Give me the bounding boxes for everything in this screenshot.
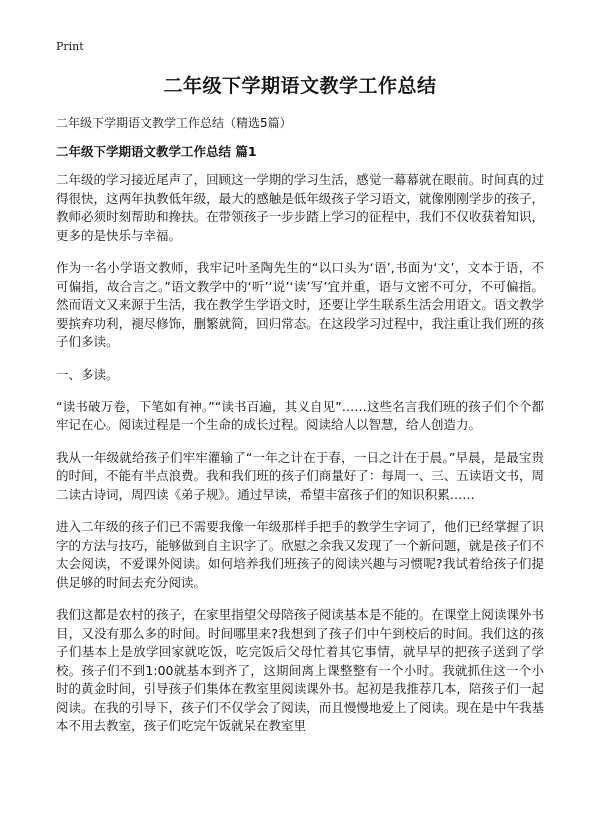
print-link[interactable]: Print [56,40,84,53]
document-subtitle: 二年级下学期语文教学工作总结（精选5篇） [56,116,292,130]
paragraph: 我从一年级就给孩子们牢牢灌输了“一年之计在于春，一日之计在于晨。”早晨，是最宝贵的时间，不能有半点浪费。我和我们班的孩子们商量好了：每周一、三、五读语文书，周二读古诗词，周四读《弟子规》。通过早读，希望丰富孩子们的知识积累…… [56,449,544,502]
paragraph: 作为一名小学语文教师，我牢记叶圣陶先生的“以口头为‘语’,书面为‘文’，文本于语，不可偏指，故合言之。”语文教学中的‘听’‘说’‘读’写’宜并重，语与文密不可分，不可偏指。然而语文又来源于生活，我在教学生学语文时，还要让学生联系生活会用语文。语文教学要摈弃功利，褪尽修饰，删繁就简，回归常态。在这段学习过程中，我注重让我们班的孩子们多读。 [56,260,544,349]
subheading-read-more: 一、多读。 [56,366,119,382]
document-title: 二年级下学期语文教学工作总结 [163,75,437,97]
paragraph: 进入二年级的孩子们已不需要我像一年级那样手把手的教学生字词了，他们已经掌握了识字的方法与技巧，能够做到自主识字了。欣慰之余我又发现了一个新问题，就是孩子们不太会阅读，不爱课外阅读。如何培养我们班孩子的阅读兴趣与习惯呢?我试着给孩子们提供足够的时间去充分阅读。 [56,519,544,590]
paragraph: 我们这都是农村的孩子，在家里指望父母陪孩子阅读基本是不能的。在课堂上阅读课外书目，又没有那么多的时间。时间哪里来?我想到了孩子们中午到校后的时间。我们这的孩子们基本上是放学回家就吃饭，吃完饭后父母忙着其它事情，就早早的把孩子送到了学校。孩子们不到1:00就基本到齐了，这期间离上课整整有一个小时。我就抓住这一个小时的黄金时间，引导孩子们集体在教室里阅读课外书。起初是我推荐几本，陪孩子们一起阅读。在我的引导下，孩子们不仅学会了阅读，而且慢慢地爱上了阅读。现在是中午我基本不用去教室，孩子们吃完午饭就呆在教室里 [56,607,544,733]
paragraph: 二年级的学习接近尾声了，回顾这一学期的学习生活，感觉一幕幕就在眼前。时间真的过得很快，这两年执教低年级，最大的感触是低年级孩子学习语文，就像刚刚学步的孩子，教师必须时刻帮助和搀扶。在带领孩子一步步踏上学习的征程中，我们不仅收获着知识，更多的是快乐与幸福。 [56,172,544,243]
paragraph: “读书破万卷，下笔如有神。”“读书百遍，其义自见”……这些名言我们班的孩子们个个都牢记在心。阅读过程是一个生命的成长过程。阅读给人以智慧，给人创造力。 [56,398,544,432]
section-heading: 二年级下学期语文教学工作总结 篇1 [56,144,257,159]
